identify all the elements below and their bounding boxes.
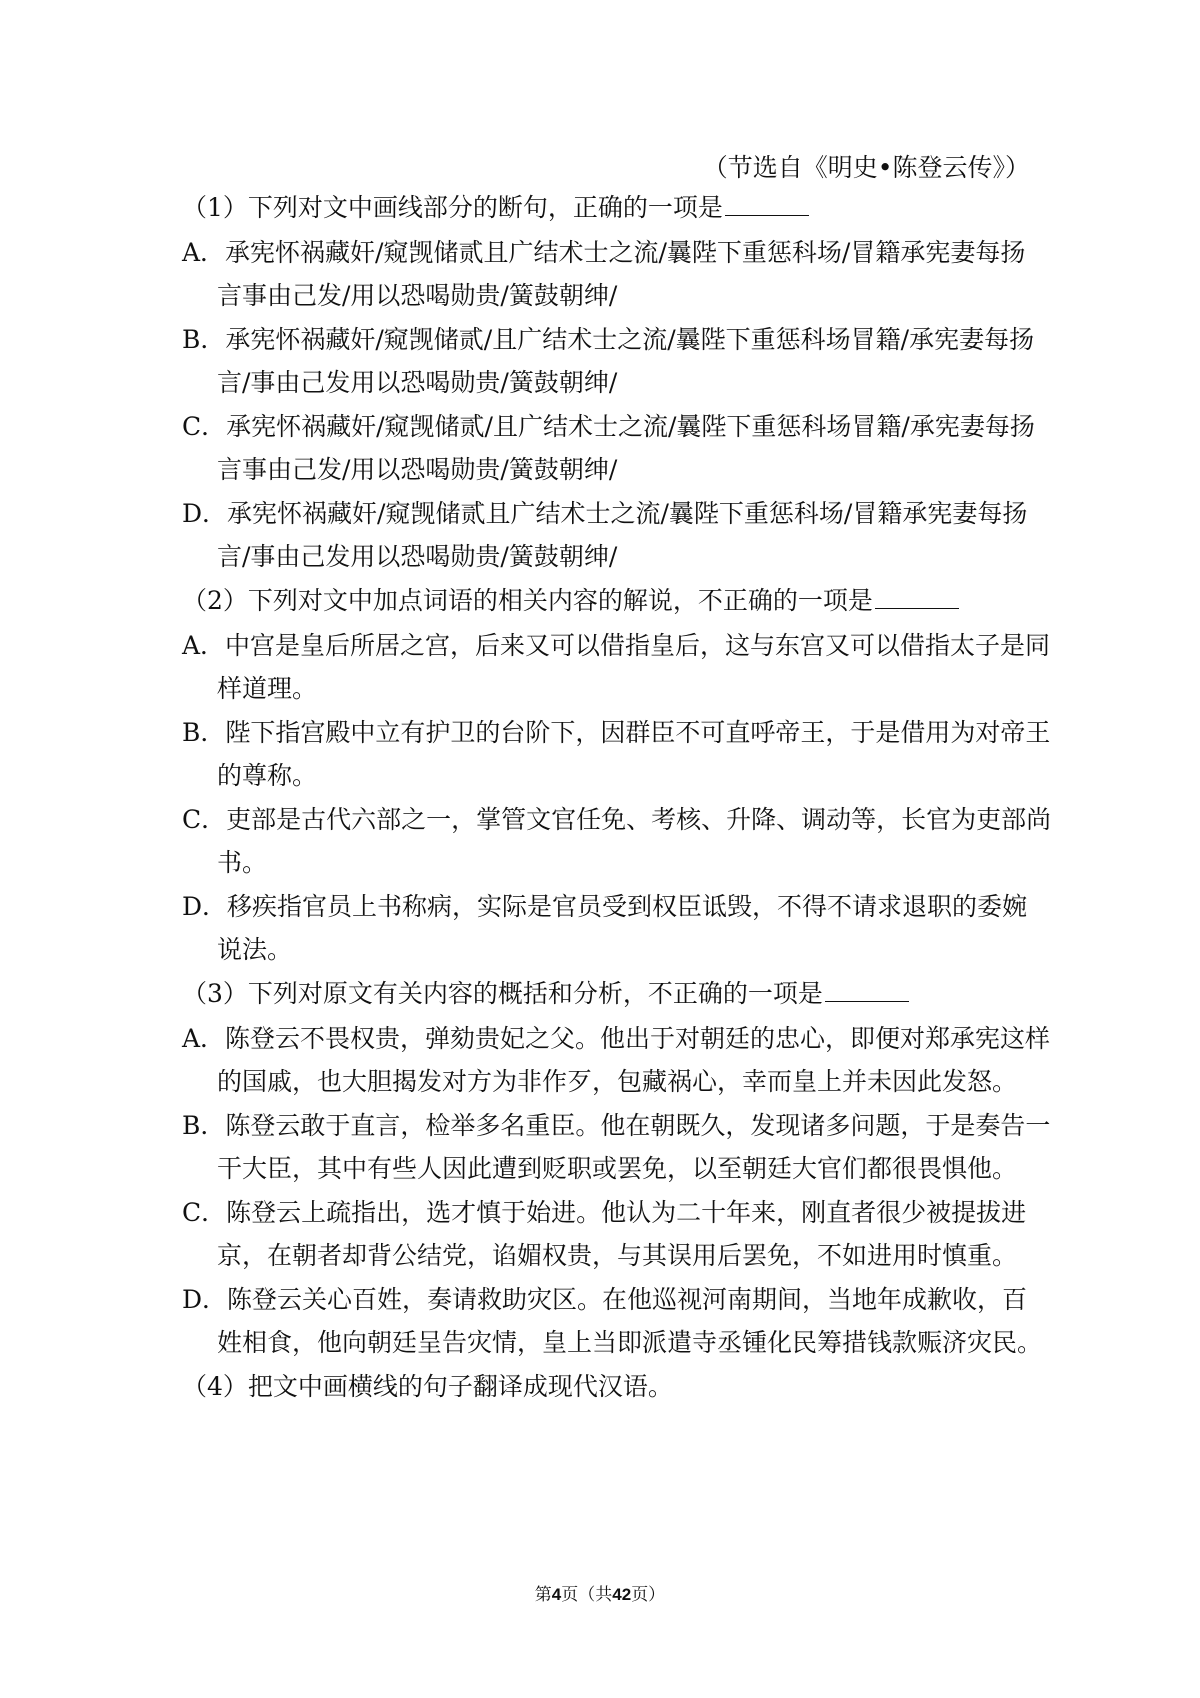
q2-option-b-line1: B．陛下指宫殿中立有护卫的台阶下，因群臣不可直呼帝王，于是借用为对帝王	[182, 718, 1051, 747]
q3-option-a-line2: 的国戚，也大胆揭发对方为非作歹，包藏祸心，幸而皇上并未因此发怒。	[217, 1067, 1018, 1096]
page-footer	[0, 1580, 1200, 1605]
q3-option-d-line1: D．陈登云关心百姓，奏请救助灾区。在他巡视河南期间，当地年成歉收，百	[182, 1285, 1028, 1314]
question-3-stem: （3）下列对原文有关内容的概括和分析，不正确的一项是	[182, 974, 909, 1010]
q2-option-d-line2: 说法。	[217, 935, 293, 964]
q3-option-b-line2: 干大臣，其中有些人因此遭到贬职或罢免，以至朝廷大官们都很畏惧他。	[217, 1154, 1018, 1183]
source-citation: （节选自《明史•陈登云传》）	[702, 153, 1030, 182]
answer-blank[interactable]	[825, 979, 909, 1002]
q2-option-a-line2: 样道理。	[217, 674, 318, 703]
q3-option-c-line1: C．陈登云上疏指出，选才慎于始进。他认为二十年来，刚直者很少被提拔进	[182, 1198, 1027, 1227]
footer-post: 页）	[631, 1585, 666, 1605]
q1-option-a-line2: 言事由己发/用以恐喝勋贵/簧鼓朝绅/	[217, 281, 618, 310]
q2-option-b-line2: 的尊称。	[217, 761, 318, 790]
q1-option-c-line1: C．承宪怀祸藏奸/窥觊储贰/且广结术士之流/曩陛下重惩科场冒籍/承宪妻每扬	[182, 412, 1035, 441]
q3-option-b-line1: B．陈登云敢于直言，检举多名重臣。他在朝既久，发现诸多问题，于是奏告一	[182, 1111, 1051, 1140]
footer-pre: 第	[534, 1585, 552, 1605]
answer-blank[interactable]	[725, 193, 809, 216]
q1-option-b-line2: 言/事由己发用以恐喝勋贵/簧鼓朝绅/	[217, 368, 618, 397]
q1-option-b-line1: B．承宪怀祸藏奸/窥觊储贰/且广结术士之流/曩陛下重惩科场冒籍/承宪妻每扬	[182, 325, 1035, 354]
question-4-stem: （4）把文中画横线的句子翻译成现代汉语。	[182, 1372, 673, 1401]
answer-blank[interactable]	[875, 586, 959, 609]
q3-option-d-line2: 姓相食，他向朝廷呈告灾情，皇上当即派遣寺丞锺化民筹措钱款赈济灾民。	[217, 1328, 1043, 1357]
q1-option-a-line1: A．承宪怀祸藏奸/窥觊储贰且广结术士之流/曩陛下重惩科场/冒籍承宪妻每扬	[182, 238, 1026, 267]
q2-option-a-line1: A．中宫是皇后所居之宫，后来又可以借指皇后，这与东宫又可以借指太子是同	[182, 631, 1051, 660]
q2-option-c-line2: 书。	[217, 848, 268, 877]
q3-option-a-line1: A．陈登云不畏权贵，弹劾贵妃之父。他出于对朝廷的忠心，即便对郑承宪这样	[182, 1024, 1051, 1053]
q1-option-d-line1: D．承宪怀祸藏奸/窥觊储贰且广结术士之流/曩陛下重惩科场/冒籍承宪妻每扬	[182, 499, 1028, 528]
q1-option-d-line2: 言/事由己发用以恐喝勋贵/簧鼓朝绅/	[217, 542, 618, 571]
question-2-stem: （2）下列对文中加点词语的相关内容的解说，不正确的一项是	[182, 581, 959, 617]
q1-option-c-line2: 言事由己发/用以恐喝勋贵/簧鼓朝绅/	[217, 455, 618, 484]
question-1-stem: （1）下列对文中画线部分的断句，正确的一项是	[182, 188, 809, 224]
page-number: 4	[551, 1585, 562, 1604]
footer-mid: 页（共	[561, 1585, 613, 1605]
q3-option-c-line2: 京，在朝者却背公结党，谄媚权贵，与其误用后罢免，不如进用时慎重。	[217, 1241, 1018, 1270]
page-total: 42	[612, 1585, 632, 1604]
q2-option-d-line1: D．移疾指官员上书称病，实际是官员受到权臣诋毁，不得不请求退职的委婉	[182, 892, 1028, 921]
q2-option-c-line1: C．吏部是古代六部之一，掌管文官任免、考核、升降、调动等，长官为吏部尚	[182, 805, 1052, 834]
